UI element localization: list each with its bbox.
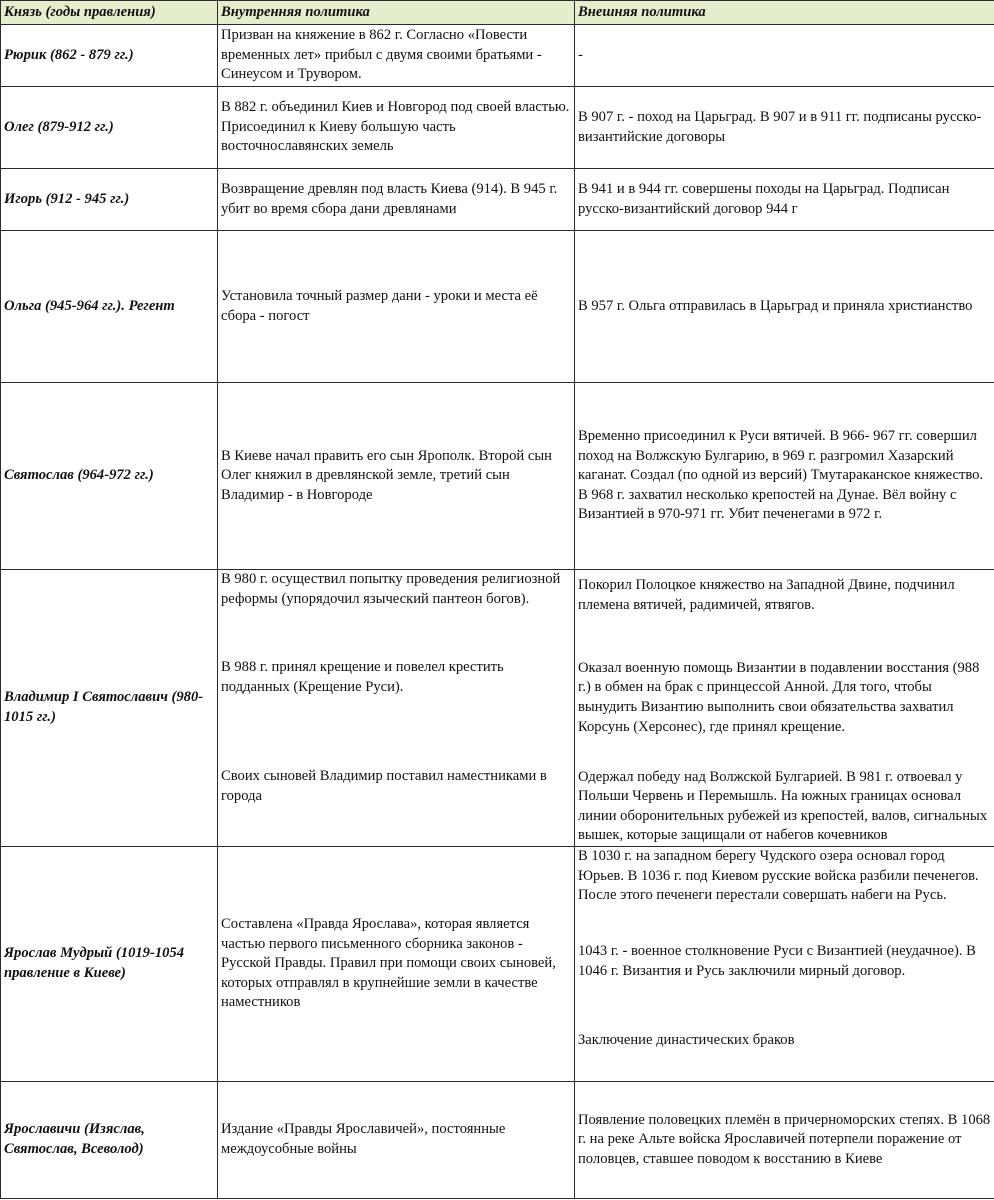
internal-policy-cell [218, 570, 575, 847]
internal-policy-cell: Издание «Правды Ярославичей», постоянные междоусобные войны [218, 1082, 575, 1199]
internal-policy-cell: Возвращение древлян под власть Киева (914). В 945 г. убит во время сбора дани древлянами [218, 169, 575, 231]
external-policy-cell: - [575, 25, 994, 87]
policy-paragraph: Покорил Полоцкое княжество на Западной Двине, подчинил племена вятичей, радимичей, ятвягов. [578, 577, 955, 613]
table-row [1, 231, 994, 383]
table-row [1, 87, 994, 169]
external-policy-cell: В 907 г. - поход на Царьград. В 907 и в 911 гг. подписаны русско-византийские договоры [575, 87, 994, 169]
prince-cell: Олег (879-912 гг.) [1, 87, 218, 169]
prince-cell: Владимир I Святославич (980-1015 гг.) [1, 570, 218, 847]
table-row [1, 383, 994, 570]
internal-policy-cell: Призван на княжение в 862 г. Согласно «Повести временных лет» прибыл с двумя своими братьями - Синеусом и Трувором. [218, 25, 575, 87]
policy-paragraph: В 980 г. осуществил попытку проведения религиозной реформы (упорядочил языческий пантеон богов). [221, 571, 561, 607]
policy-paragraph: Своих сыновей Владимир поставил наместниками в города [221, 767, 547, 804]
table-row [1, 25, 994, 87]
prince-cell: Ярославичи (Изяслав, Святослав, Всеволод) [1, 1082, 218, 1199]
header-external-policy: Внешняя политика [575, 1, 994, 25]
header-internal-policy: Внутренняя политика [218, 1, 575, 25]
internal-policy-cell: В 882 г. объединил Киев и Новгород под своей властью. Присоединил к Киеву большую часть восточнославянских земель [218, 87, 575, 169]
external-policy-cell [575, 570, 994, 847]
prince-cell: Ольга (945-964 гг.). Регент [1, 231, 218, 383]
external-policy-cell: Появление половецких племён в причерноморских степях. В 1068 г. на реке Альте войска Ярославичей потерпели поражение от половцев, ставшее поводом к восстанию в Киеве [575, 1082, 994, 1199]
table-row [1, 847, 994, 1082]
prince-cell: Рюрик (862 - 879 гг.) [1, 25, 218, 87]
header-row [1, 1, 994, 25]
table-row [1, 1082, 994, 1199]
external-policy-cell: В 957 г. Ольга отправилась в Царьград и приняла христианство [575, 231, 994, 383]
internal-policy-cell: Установила точный размер дани - уроки и места её сбора - погост [218, 231, 575, 383]
policy-paragraph: Одержал победу над Волжской Булгарией. В 981 г. отвоевал у Польши Червень и Перемышль. На южных границах основал линии оборонительных рубежей из крепостей, валов, сигнальных вышек, которые защищали от набегов кочевников [578, 768, 988, 844]
internal-policy-cell: В Киеве начал править его сын Ярополк. Второй сын Олег княжил в древлянской земле, третий сын Владимир - в Новгороде [218, 383, 575, 570]
internal-policy-cell: Составлена «Правда Ярослава», которая является частью первого письменного сборника законов - Русской Правды. Правил при помощи своих сыновей, которых отправлял в крупнейшие земли в качестве наместников [218, 847, 575, 1082]
policy-paragraph: В 1030 г. на западном берегу Чудского озера основал город Юрьев. В 1036 г. под Киевом русские войска разбили печенегов. После этого печенеги перестали совершать набеги на Русь. [578, 848, 979, 904]
header-prince: Князь (годы правления) [1, 1, 218, 25]
policy-paragraph: 1043 г. - военное столкновение Руси с Византией (неудачное). В 1046 г. Византия и Русь заключили мирный договор. [578, 943, 976, 979]
prince-cell: Игорь (912 - 945 гг.) [1, 169, 218, 231]
prince-cell: Ярослав Мудрый (1019-1054 правление в Киеве) [1, 847, 218, 1082]
policy-paragraph: Заключение династических браков [578, 1032, 795, 1049]
external-policy-cell: Временно присоединил к Руси вятичей. В 966- 967 гг. совершил поход на Волжскую Булгарию, в 969 г. разгромил Хазарский каганат. Создал (по одной из версий) Тмутараканское княжество. В 968 г. захватил несколько крепостей на Дунае. Вёл войну с Византией в 970-971 гг. Убит печенегами в 972 г. [575, 383, 994, 570]
policy-paragraph: В 988 г. принял крещение и повелел крестить подданных (Крещение Руси). [221, 659, 504, 695]
external-policy-cell: В 941 и в 944 гг. совершены походы на Царьград. Подписан русско-византийский договор 944 г [575, 169, 994, 231]
table-row [1, 169, 994, 231]
policy-paragraph: Оказал военную помощь Византии в подавлении восстания (988 г.) в обмен на брак с принцессой Анной. Для того, чтобы вынудить Византию выполнить свои обязательства захватил Корсунь (Херсонес), где принял крещение. [578, 659, 980, 735]
table-row [1, 570, 994, 847]
prince-cell: Святослав (964-972 гг.) [1, 383, 218, 570]
external-policy-cell [575, 847, 994, 1082]
